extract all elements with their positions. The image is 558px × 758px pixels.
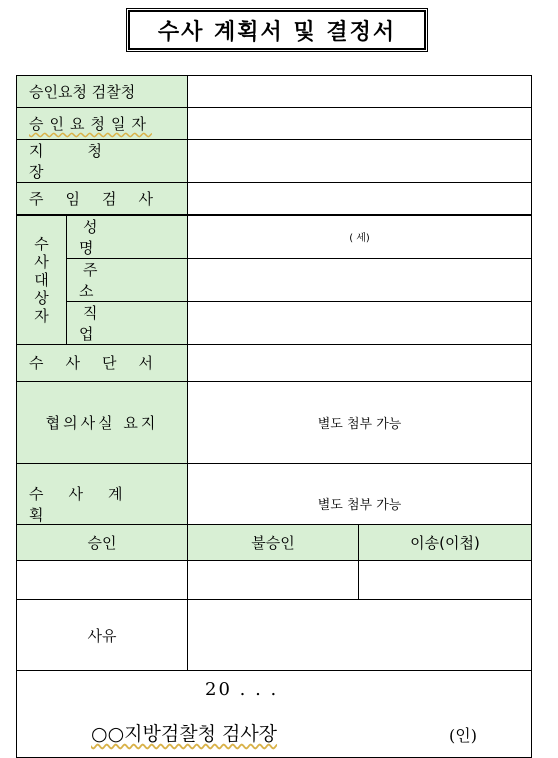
- request-date-value[interactable]: [188, 108, 532, 140]
- approve-cell[interactable]: [17, 561, 188, 600]
- table-row: [17, 301, 532, 344]
- suspect-name-label: 성명: [67, 215, 188, 259]
- signature-block: [17, 671, 532, 758]
- suspect-job-value[interactable]: [188, 301, 532, 344]
- plan-table: [16, 75, 532, 545]
- transfer-header: 이송(이첩): [359, 525, 532, 561]
- suspect-address-label: 주소: [67, 258, 188, 301]
- table-row: [17, 671, 532, 758]
- suspect-group-label: 수 사 대 상 자: [17, 215, 67, 345]
- request-date-label: 승인요청일자: [17, 108, 188, 140]
- document-title: 수사 계획서 및 결정서: [128, 10, 426, 50]
- consultation-summary-value[interactable]: 별도 첨부 가능: [188, 381, 532, 463]
- table-row: [17, 600, 532, 671]
- table-row: [17, 561, 532, 600]
- reject-cell[interactable]: [188, 561, 359, 600]
- investigation-clue-value[interactable]: [188, 344, 532, 381]
- transfer-cell[interactable]: [359, 561, 532, 600]
- chief-prosecutor-value[interactable]: [188, 183, 532, 215]
- reason-label: 사유: [17, 600, 188, 671]
- table-row: [17, 215, 532, 259]
- table-row: [17, 344, 532, 381]
- reject-header: 불승인: [188, 525, 359, 561]
- prosecutor-office-chief: ○○지방검찰청 검사장: [91, 723, 278, 745]
- approve-header: 승인: [17, 525, 188, 561]
- table-row: [17, 381, 532, 463]
- decision-date: 20 . . .: [205, 679, 279, 700]
- investigation-clue-label: 수사단서: [17, 344, 188, 381]
- request-office-label: 승인요청 검찰청: [17, 76, 188, 108]
- suspect-name-value[interactable]: ( 세): [188, 215, 532, 259]
- investigation-plan-value[interactable]: 별도 첨부 가능: [188, 463, 532, 544]
- table-row: [17, 183, 532, 215]
- consultation-summary-label: 협의사실 요지: [17, 381, 188, 463]
- suspect-address-value[interactable]: [188, 258, 532, 301]
- seal-mark: (인): [449, 726, 477, 745]
- investigation-plan-label: 수사계획: [17, 463, 188, 544]
- table-row: [17, 140, 532, 183]
- decision-table: [16, 524, 532, 758]
- table-row: [17, 108, 532, 140]
- suspect-job-label: 직업: [67, 301, 188, 344]
- table-row: [17, 525, 532, 561]
- chief-prosecutor-label: 주임검사: [17, 183, 188, 215]
- branch-chief-value[interactable]: [188, 140, 532, 183]
- reason-value[interactable]: [188, 600, 532, 671]
- table-row: [17, 258, 532, 301]
- request-office-value[interactable]: [188, 76, 532, 108]
- table-row: [17, 76, 532, 108]
- branch-chief-label: 지청장: [17, 140, 188, 183]
